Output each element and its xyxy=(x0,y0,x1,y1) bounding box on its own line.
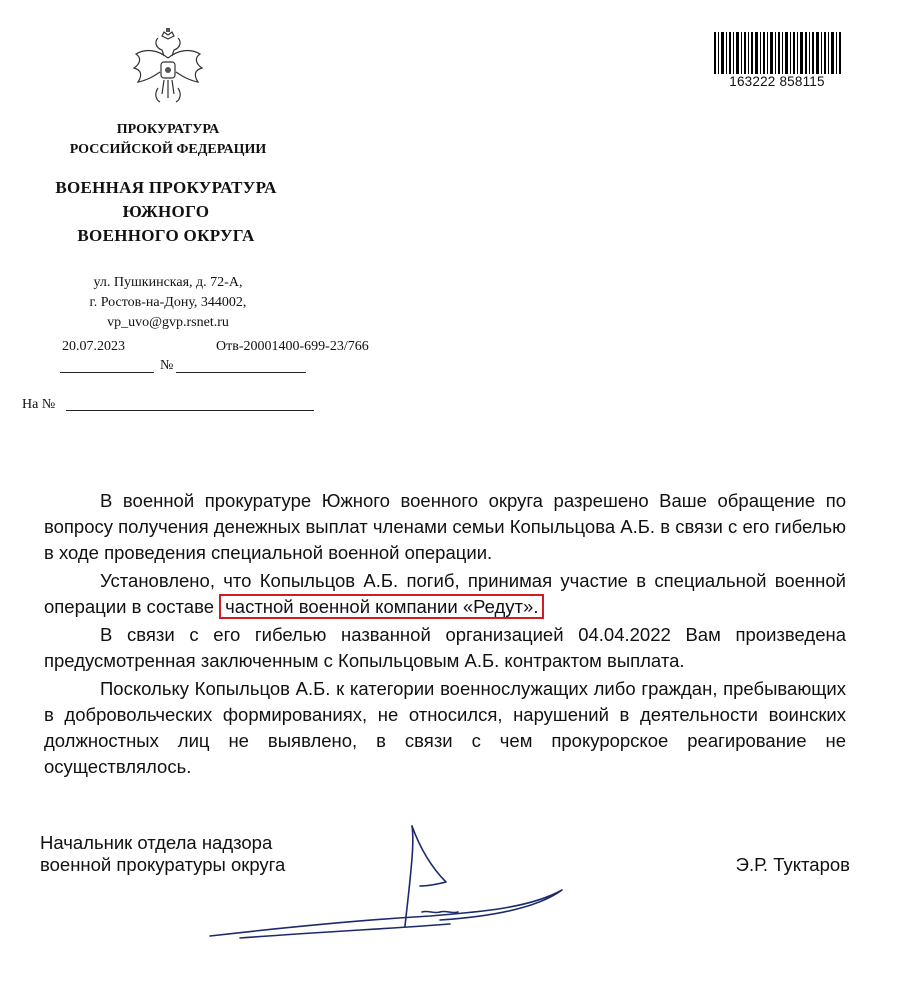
paragraph-1: В военной прокуратуре Южного военного округа разрешено Ваше обращение по вопросу получения денежных выплат членами семьи Копыльцова А.Б. в связи с его гибелью в ходе проведения специальной военной операции. xyxy=(44,490,846,563)
department-name xyxy=(28,176,304,248)
address-city: г. Ростов-на-Дону, 344002, xyxy=(89,295,247,310)
organization-name xyxy=(40,120,296,160)
dept-line-3: ВОЕННОГО ОКРУГА xyxy=(77,226,255,245)
org-line-1: ПРОКУРАТУРА xyxy=(116,122,220,137)
address-email: vp_uvo@gvp.rsnet.ru xyxy=(107,315,229,330)
number-underline xyxy=(176,372,306,373)
signatory-name: Э.Р. Туктаров xyxy=(735,854,850,875)
handwritten-signature-icon xyxy=(200,820,580,950)
signatory-title-line-2: военной прокуратуры округа xyxy=(40,854,286,875)
number-sign: № xyxy=(160,358,174,373)
reference-label: На № xyxy=(22,397,56,412)
org-line-2: РОССИЙСКОЙ ФЕДЕРАЦИИ xyxy=(69,142,267,157)
paragraph-4: Поскольку Копыльцов А.Б. к категории военнослужащих либо граждан, пребывающих в добровольческих формированиях, не относился, нарушений в деятельности воинских должностных лиц не выявлено, в связи с чем прокурорское реагирование не осуществлялось. xyxy=(44,678,846,777)
date-underline xyxy=(60,372,154,373)
letter-body xyxy=(44,488,846,782)
signatory-title-line-1: Начальник отдела надзора xyxy=(40,832,273,853)
paragraph-2-text: Установлено, что Копыльцов А.Б. погиб, принимая участие в специальной военной операции в составе xyxy=(44,570,846,617)
dept-line-1: ВОЕННАЯ ПРОКУРАТУРА xyxy=(55,178,277,197)
reference-underline xyxy=(66,410,314,411)
address-street: ул. Пушкинская, д. 72-А, xyxy=(93,275,243,290)
barcode-number: 163222 858115 xyxy=(712,74,842,90)
highlighted-company-name: частной военной компании «Редут». xyxy=(219,594,544,619)
dept-line-2: ЮЖНОГО xyxy=(122,202,210,221)
paragraph-3: В связи с его гибелью названной организацией 04.04.2022 Вам произведена предусмотренная заключенным с Копыльцовым А.Б. контрактом выплата. xyxy=(44,624,846,671)
document-date: 20.07.2023 xyxy=(62,339,125,354)
paragraph-2 xyxy=(44,568,846,620)
double-headed-eagle-emblem-icon xyxy=(128,28,208,108)
outgoing-number: Отв-20001400-699-23/766 xyxy=(216,339,369,354)
